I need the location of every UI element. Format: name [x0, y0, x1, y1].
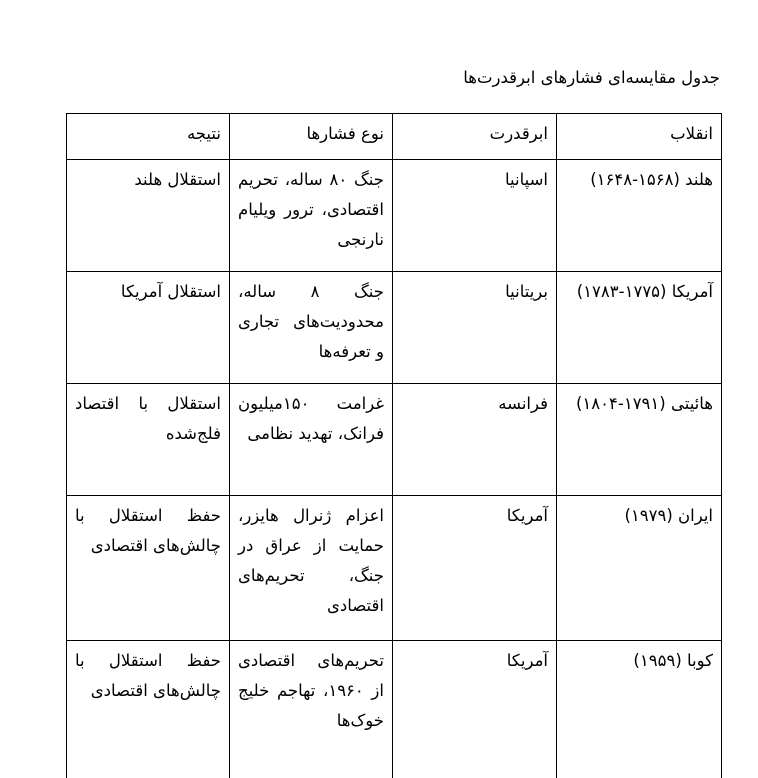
- table-row: [67, 496, 722, 641]
- cell-revolution: هائیتی (۱۷۹۱-۱۸۰۴): [557, 384, 722, 496]
- table-row: [67, 384, 722, 496]
- header-revolution: انقلاب: [557, 114, 722, 160]
- header-pressures: نوع فشارها: [230, 114, 393, 160]
- table-row: [67, 160, 722, 272]
- cell-superpower: آمریکا: [393, 496, 557, 641]
- cell-superpower: فرانسه: [393, 384, 557, 496]
- cell-result: حفظ استقلال با چالش‌های اقتصادی: [67, 641, 230, 778]
- table-row: [67, 641, 722, 778]
- cell-revolution: آمریکا (۱۷۷۵-۱۷۸۳): [557, 272, 722, 384]
- cell-revolution: ایران (۱۹۷۹): [557, 496, 722, 641]
- cell-superpower: آمریکا: [393, 641, 557, 778]
- cell-result: استقلال آمریکا: [67, 272, 230, 384]
- cell-pressures: اعزام ژنرال هایزر، حمایت از عراق در جنگ، تحریم‌های اقتصادی: [230, 496, 393, 641]
- cell-superpower: بریتانیا: [393, 272, 557, 384]
- cell-superpower: اسپانیا: [393, 160, 557, 272]
- cell-result: حفظ استقلال با چالش‌های اقتصادی: [67, 496, 230, 641]
- cell-pressures: غرامت ۱۵۰میلیون فرانک، تهدید نظامی: [230, 384, 393, 496]
- cell-pressures: جنگ ۸۰ ساله، تحریم اقتصادی، ترور ویلیام نارنجی: [230, 160, 393, 272]
- header-superpower: ابرقدرت: [393, 114, 557, 160]
- table-header-row: [67, 114, 722, 160]
- cell-pressures: جنگ ۸ ساله، محدودیت‌های تجاری و تعرفه‌ها: [230, 272, 393, 384]
- cell-pressures: تحریم‌های اقتصادی از ۱۹۶۰، تهاجم خلیج خوک‌ها: [230, 641, 393, 778]
- header-result: نتیجه: [67, 114, 230, 160]
- cell-revolution: کوبا (۱۹۵۹): [557, 641, 722, 778]
- cell-revolution: هلند (۱۵۶۸-۱۶۴۸): [557, 160, 722, 272]
- cell-result: استقلال هلند: [67, 160, 230, 272]
- cell-result: استقلال با اقتصاد فلج‌شده: [67, 384, 230, 496]
- comparison-table: [66, 113, 722, 778]
- table-title: جدول مقایسه‌ای فشارهای ابرقدرت‌ها: [463, 68, 720, 87]
- table-row: [67, 272, 722, 384]
